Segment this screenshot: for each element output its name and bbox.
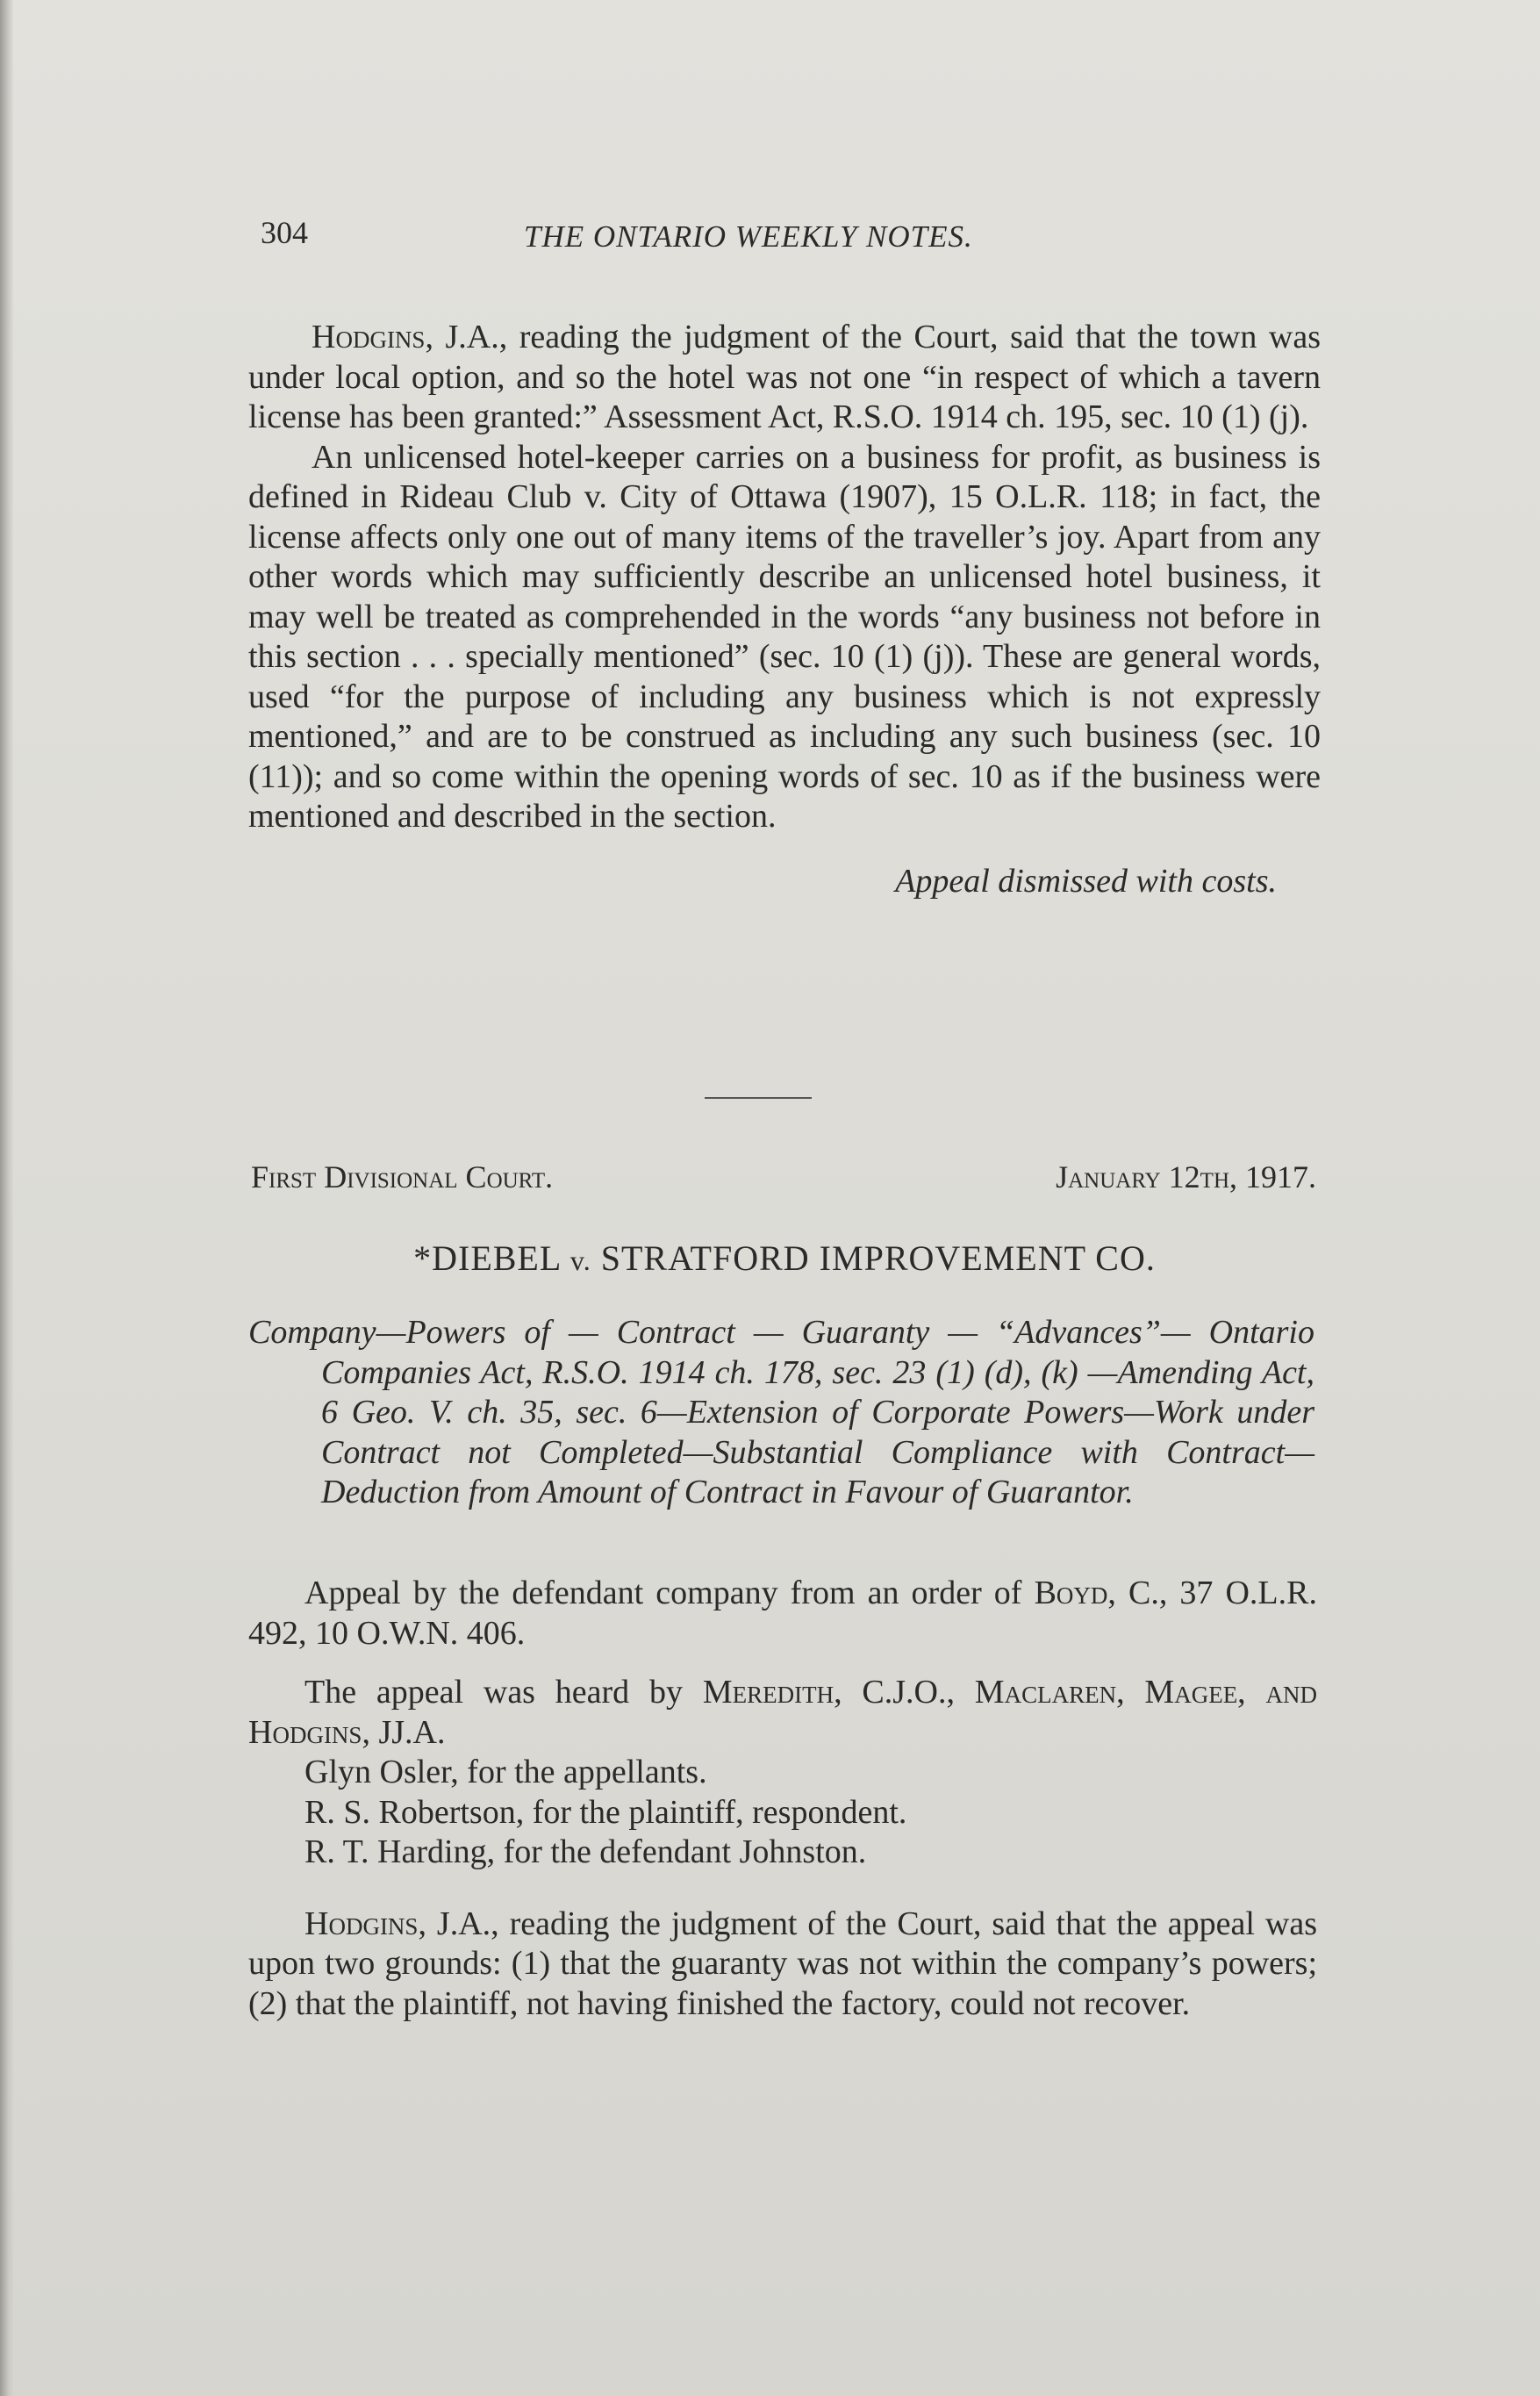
- judgment-paragraph: An unlicensed hotel-keeper carries on a business for profit, as business is defined in Rideau Club v. City of Ottawa (1907), 15 O.L.R. 118; in fact, the license affects only one out of many items of the traveller’s joy. Apart from any other words which may sufficiently describe an unlicensed hotel business, it may well be treated as comprehended in the words “any business not before in this section . . . specially mentioned” (sec. 10 (1) (j)). These are general words, used “for the purpose of including any business which is not expressly mentioned,” and are to be construed as including any such business (sec. 10 (11)); and so come within the opening words of sec. 10 as if the business were mentioned and described in the section.: [248, 438, 1321, 835]
- heard-paragraph: [248, 1673, 1317, 1753]
- case-title-plaintiff: *DIEBEL: [413, 1238, 561, 1278]
- counsel-line: Glyn Osler, for the appellants.: [304, 1754, 707, 1790]
- journal-title: THE ONTARIO WEEKLY NOTES.: [524, 219, 973, 254]
- page-number: 304: [261, 215, 308, 250]
- heard-text: The appeal was heard by: [304, 1674, 683, 1711]
- disposition: Appeal dismissed with costs.: [895, 862, 1277, 900]
- heard-judges: Meredith, C.J.O., Maclaren, Magee, and Hodgins, JJ.A.: [248, 1674, 1317, 1751]
- court-and-date: [251, 1159, 1316, 1195]
- judge-name: Hodgins: [304, 1905, 419, 1942]
- appeal-judge: Boyd: [1034, 1575, 1108, 1611]
- case-title-defendant: STRATFORD IMPROVEMENT CO.: [600, 1238, 1156, 1278]
- new-case-body: [248, 1574, 1317, 2024]
- previous-case-judgment: [248, 318, 1321, 900]
- counsel-line: R. S. Robertson, for the plaintiff, respondent.: [304, 1793, 907, 1831]
- appeal-paragraph: [248, 1574, 1317, 1654]
- headnote: Company—Powers of — Contract — Guaranty — “Advances”— Ontario Companies Act, R.S.O. 1914 ch. 178, sec. 23 (1) (d), (k) —Amending Act, 6 Geo. V. ch. 35, sec. 6—Extension of Corporate Powers—Work under Contract not Completed—Substantial Compliance with Contract—Deduction from Amount of Contract in Favour of Guarantor.: [248, 1314, 1314, 1510]
- judgment-date: January 12th, 1917.: [1056, 1159, 1316, 1194]
- section-divider: [705, 1097, 812, 1099]
- paragraph-text: , J.A., reading the judgment of the Court, said that the town was under local option, and so the hotel was not one “in respect of which a tavern license has been granted:” Assessment Act, R.S.O. 1914 ch. 195, sec. 10 (1) (j).: [248, 319, 1321, 435]
- judge-name: Hodgins: [312, 319, 426, 355]
- case-title: [248, 1237, 1321, 1279]
- paragraph-text: , J.A., reading the judgment of the Court, said that the appeal was upon two grounds: (1) that the guaranty was not within the company’s powers; (2) that the plaintiff, not having finished the factory, could not recover.: [248, 1905, 1317, 2022]
- case-title-versus: v.: [569, 1245, 591, 1276]
- appeal-citation: , C., 37 O.L.R. 492, 10 O.W.N. 406.: [248, 1575, 1317, 1652]
- running-head: [261, 214, 1321, 267]
- court-name: First Divisional Court.: [251, 1159, 554, 1194]
- counsel-line: R. T. Harding, for the defendant Johnston.: [304, 1833, 867, 1870]
- appeal-text: Appeal by the defendant company from an order of: [304, 1575, 1022, 1611]
- page-binding-edge: [0, 0, 14, 2396]
- judgment-paragraph: [248, 318, 1321, 438]
- judgment-paragraph: [248, 1905, 1317, 2025]
